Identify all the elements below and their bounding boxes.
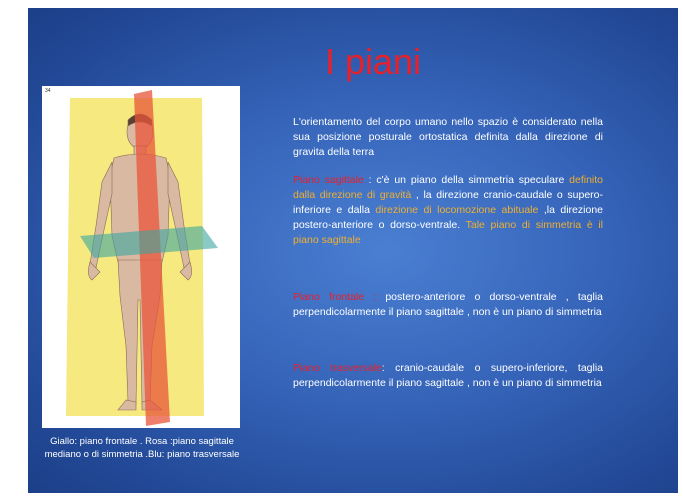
sagittal-text-1: : c'è un piano della simmetria speculare — [363, 174, 570, 186]
transverse-paragraph — [293, 361, 603, 391]
frontal-paragraph — [293, 290, 603, 320]
figure-number: 34 — [45, 88, 51, 94]
transverse-term: Piano trasversale — [293, 362, 382, 374]
slide — [28, 8, 678, 493]
frontal-separator: : — [364, 291, 386, 303]
frontal-term: Piano frontale — [293, 291, 365, 303]
frontal-text: postero-anteriore o dorso-ventrale , taglia perpendicolarmente il piano sagittale , non è un piano di simmetria — [293, 291, 603, 318]
sagittal-term: Piano sagittale — [293, 174, 364, 186]
sagittal-highlight-2: direzione di locomozione abituale — [375, 204, 539, 216]
transverse-text: : cranio-caudale o supero-inferiore, taglia perpendicolarmente il piano sagittale , non è un piano di simmetria — [293, 362, 604, 389]
sagittal-highlight-1: definito dalla direzione di gravità — [293, 174, 603, 201]
figure-caption: Giallo: piano frontale . Rosa :piano sagittale mediano o di simmetria .Blu: piano trasversale — [44, 436, 240, 460]
anatomy-figure — [42, 86, 240, 428]
sagittal-text-2: , la direzione cranio-caudale o supero-inferiore e dalla — [293, 189, 603, 216]
sagittal-paragraph — [293, 173, 603, 248]
sagittal-highlight-3: Tale piano di simmetria è il piano sagittale — [293, 219, 603, 246]
sagittal-text-3: ,la direzione postero-anteriore o dorso-ventrale. — [293, 204, 603, 231]
slide-title: I piani — [324, 41, 422, 82]
intro-paragraph: L'orientamento del corpo umano nello spazio è considerato nella sua posizione posturale ortostatica definita dalla direzione di gravita della terra — [293, 116, 603, 158]
body-planes-illustration — [42, 86, 240, 428]
